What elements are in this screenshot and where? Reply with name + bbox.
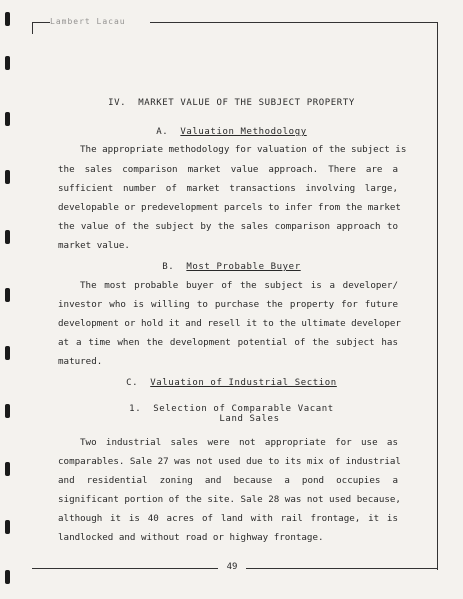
heading-a bbox=[0, 127, 463, 137]
heading-b bbox=[0, 262, 463, 272]
paragraph-c-line: comparables. Sale 27 was not used due to its mix of industrial bbox=[58, 456, 401, 467]
paragraph-a-line: The appropriate methodology for valuation of the subject is bbox=[80, 144, 407, 155]
section-title: IV. MARKET VALUE OF THE SUBJECT PROPERTY bbox=[108, 98, 355, 108]
heading-a-title: Valuation Methodology bbox=[180, 127, 307, 137]
paragraph-b-line: The most probable buyer of the subject is a developer/ bbox=[80, 280, 398, 291]
binder-hole bbox=[5, 288, 10, 302]
subheading-c1-line1: 1. Selection of Comparable Vacant bbox=[129, 404, 334, 414]
header-mark-text: Lambert Lacau bbox=[50, 17, 126, 26]
binder-hole bbox=[5, 112, 10, 126]
frame-left-rule bbox=[32, 22, 33, 34]
binder-hole bbox=[5, 12, 10, 26]
subheading-c1-line2: Land Sales bbox=[219, 414, 280, 424]
footer-rule-left bbox=[32, 568, 218, 569]
binder-hole bbox=[5, 230, 10, 244]
paragraph-b-line: at a time when the development potential of the subject has bbox=[58, 337, 398, 348]
heading-c bbox=[0, 378, 463, 388]
binder-hole bbox=[5, 520, 10, 534]
binder-holes bbox=[5, 0, 13, 599]
binder-hole bbox=[5, 56, 10, 70]
paragraph-b-line: investor who is willing to purchase the property for future bbox=[58, 299, 398, 310]
paragraph-a-line: the value of the subject by the sales comparison approach to bbox=[58, 221, 398, 232]
heading-c-prefix: C. bbox=[126, 378, 139, 388]
paragraph-c-line: and residential zoning and because a pond occupies a bbox=[58, 475, 398, 486]
binder-hole bbox=[5, 346, 10, 360]
header-mark bbox=[50, 17, 150, 27]
paragraph-c-line: landlocked and without road or highway frontage. bbox=[58, 532, 324, 543]
paragraph-b-line: matured. bbox=[58, 356, 103, 367]
paragraph-a-line: market value. bbox=[58, 240, 130, 251]
heading-c-title: Valuation of Industrial Section bbox=[150, 378, 337, 388]
paragraph-a-line: sufficient number of market transactions involving large, bbox=[58, 183, 398, 194]
heading-a-prefix: A. bbox=[156, 127, 169, 137]
heading-b-title: Most Probable Buyer bbox=[186, 262, 301, 272]
binder-hole bbox=[5, 170, 10, 184]
paragraph-c-line: although it is 40 acres of land with rail frontage, it is bbox=[58, 513, 398, 524]
paragraph-a-line: developable or predevelopment parcels to infer from the market bbox=[58, 202, 401, 213]
footer-rule-right bbox=[246, 568, 438, 569]
paragraph-b-line: development or hold it and resell it to the ultimate developer bbox=[58, 318, 401, 329]
paragraph-c-line: significant portion of the site. Sale 28 was not used because, bbox=[58, 494, 401, 505]
binder-hole bbox=[5, 570, 10, 584]
binder-hole bbox=[5, 462, 10, 476]
page-number: 49 bbox=[226, 562, 238, 572]
heading-b-prefix: B. bbox=[162, 262, 175, 272]
paragraph-c-line: Two industrial sales were not appropriate for use as bbox=[80, 437, 398, 448]
paragraph-a-line: the sales comparison market value approach. There are a bbox=[58, 164, 398, 175]
